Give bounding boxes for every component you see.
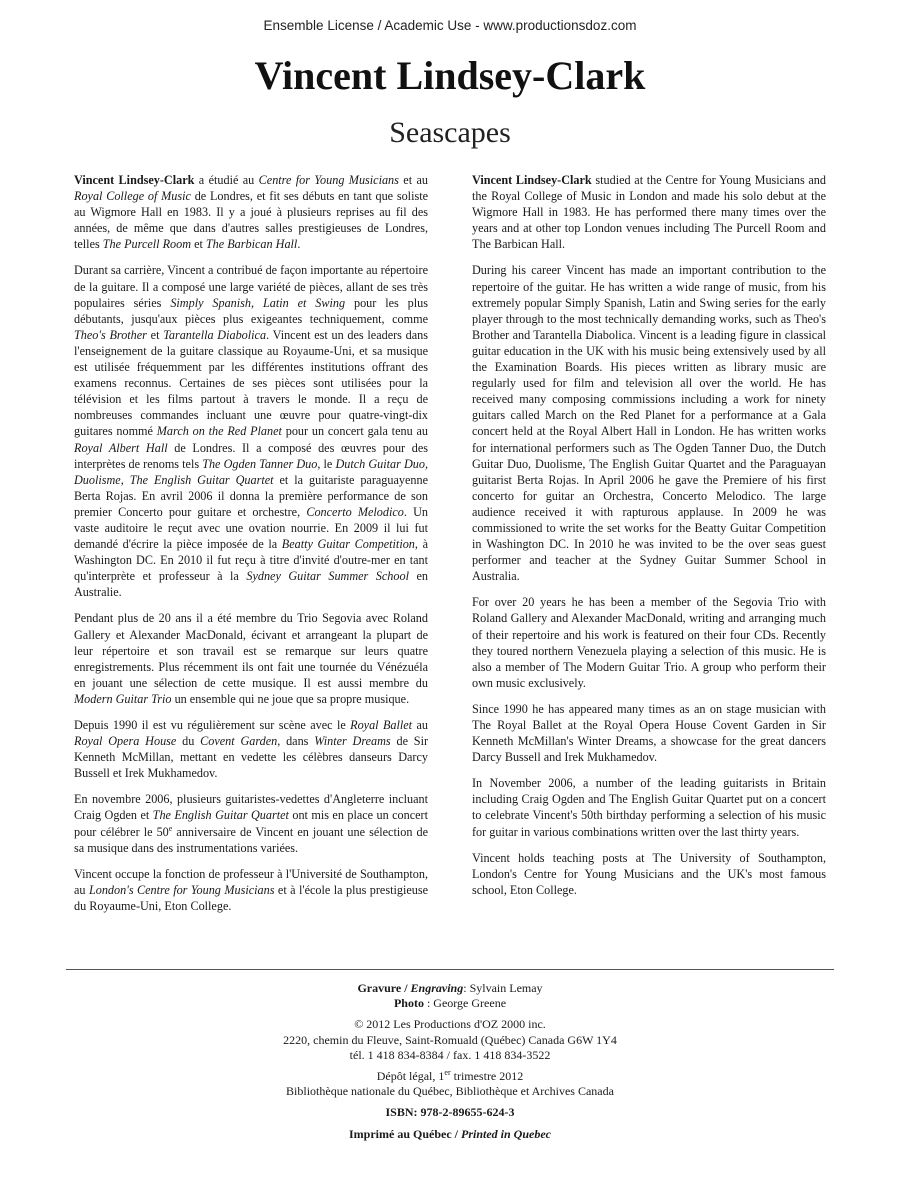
- fr-paragraph-6: Vincent occupe la fonction de professeur à l'Université de Southampton, au London's Centre for Young Musicians et à l'école la plus prestigieuse du Royaume-Uni, Eton College.: [74, 866, 428, 913]
- en-paragraph-1: Vincent Lindsey-Clark studied at the Centre for Young Musicians and the Royal College of Music in London and made his solo debut at the Wigmore Hall in 1983. He has performed there many times over the years and at other top London venues including The Purcell Room and The Barbican Hall.: [472, 173, 826, 252]
- photo-credit: Photo : George Greene: [393, 996, 507, 1011]
- publisher-phone: tél. 1 418 834-8384 / fax. 1 418 834-3522: [349, 1047, 551, 1062]
- biography-english-column: [472, 172, 826, 908]
- en-paragraph-4: Since 1990 he has appeared many times as an on stage musician with The Royal Ballet at the Royal Opera House Covent Garden in Sir Kenneth McMillan's Winter Dreams, a showcase for the great dancers Darcy Bussell and Irek Mukhamedov.: [472, 701, 826, 765]
- work-title: Seascapes: [389, 116, 511, 149]
- isbn: ISBN: 978-2-89655-624-3: [385, 1105, 515, 1120]
- en-paragraph-6: Vincent holds teaching posts at The University of Southampton, London's Centre for Young Musicians and the UK's most famous school, Eton College.: [472, 850, 826, 897]
- libraries-line: Bibliothèque nationale du Québec, Bibliothèque et Archives Canada: [286, 1084, 614, 1099]
- copyright-line: © 2012 Les Productions d'OZ 2000 inc.: [354, 1017, 546, 1032]
- legal-deposit: Dépôt légal, 1er trimestre 2012: [376, 1068, 524, 1084]
- engraving-credit: Gravure / Engraving: Sylvain Lemay: [357, 981, 543, 995]
- fr-paragraph-1: Vincent Lindsey-Clark a étudié au Centre for Young Musicians et au Royal College of Music de Londres, et fit ses débuts en tant que soliste au Wigmore Hall en 1983. Il y a joué à plusieurs reprises au fil des années, de même que dans d'autres salles prestigieuses de Londres, telles The Purcell Room et The Barbican Hall.: [74, 173, 428, 252]
- en-paragraph-5: In November 2006, a number of the leading guitarists in Britain including Craig Ogden and The English Guitar Quartet put on a concert to celebrate Vincent's 50th birthday performing a selection of his music for guitar in various combinations written over the last thirty years.: [472, 776, 826, 839]
- composer-name: Vincent Lindsey-Clark: [254, 53, 646, 98]
- fr-paragraph-5: En novembre 2006, plusieurs guitaristes-vedettes d'Angleterre incluant Craig Ogden et The English Guitar Quartet ont mis en place un concert pour célébrer le 50e anniversaire de Vincent en jouant une sélection de sa musique dans des instrumentations variées.: [74, 792, 428, 855]
- fr-paragraph-2: Durant sa carrière, Vincent a contribué de façon importante au répertoire de la guitare. Il a composé une large variété de pièces, allant de ses très populaires séries Simply Spanish, Latin et Swing pour les plus débutants, jusqu'aux pièces plus exigeantes techniquement, comme Theo's Brother et Tarantella Diabolica. Vincent est un des leaders dans l'enseignement de la guitare classique au Royaume-Uni, et sa musique est utilisée fréquemment par les différentes institutions offrant des examens reconnus. Certaines de ses pièces sont utilisées pour la télévision et les films partout à travers le monde. Il a reçu de nombreuses commandes incluant une œuvre pour quatre-vingt-dix guitares nommé March on the Red Planet pour un concert gala tenu au Royal Albert Hall de Londres. Il a composé des œuvres pour des interprètes de renoms tels The Ogden Tanner Duo, le Dutch Guitar Duo, Duolisme, The English Guitar Quartet et la guitariste paraguayenne Berta Rojas. En avril 2006 il donna la première performance de son premier Concerto pour guitare et orchestre, Concerto Melodico. Un vaste auditoire le reçut avec une ovation nourrie. En 2009 il lui fut demandé d'écrire la pièce imposée de la Beatty Guitar Competition, à Washington DC. En 2010 il fut reçu à titre d'invité d'outre-mer en tant qu'interprète et professeur à la Sydney Guitar Summer School en Australie.: [74, 263, 429, 600]
- biography-french-column: [74, 172, 428, 924]
- en-paragraph-3: For over 20 years he has been a member of the Segovia Trio with Roland Gallery and Alexander MacDonald, writing and arranging much of their repertoire and his work is featured on their four CDs. Recently they toured northern Venezuela playing a selection of this music. He is also a member of The Modern Guitar Trio. A group who perform their own music exclusively.: [472, 595, 826, 690]
- license-notice: Ensemble License / Academic Use - www.productionsdoz.com: [263, 18, 637, 33]
- fr-paragraph-4: Depuis 1990 il est vu régulièrement sur scène avec le Royal Ballet au Royal Opera House du Covent Garden, dans Winter Dreams de Sir Kenneth McMillan, mettant en vedette les célèbres danseurs Darcy Bussell et Irek Mukhamedov.: [74, 718, 429, 781]
- publisher-address: 2220, chemin du Fleuve, Saint-Romuald (Québec) Canada G6W 1Y4: [283, 1032, 617, 1047]
- section-divider: [66, 969, 834, 970]
- fr-paragraph-3: Pendant plus de 20 ans il a été membre du Trio Segovia avec Roland Gallery et Alexander MacDonald, écivant et arrangeant la plupart de leur répertoire et son travail est se remarque sur leurs quatre enregistrements. Plus récemment ils ont fait une tournée du Vénézuéla en jouant une sélection de cette musique. Il est aussi membre du Modern Guitar Trio un ensemble qui ne joue que sa propre musique.: [74, 611, 428, 706]
- publication-credits: [0, 981, 900, 1142]
- printed-in: Imprimé au Québec / Printed in Quebec: [349, 1126, 551, 1141]
- en-paragraph-2: During his career Vincent has made an important contribution to the repertoire of the guitar. He has written a wide range of music, from his extremely popular Simply Spanish, Latin and Swing series for the early player through to the most technically demanding works, such as Theo's Brother and Tarantella Diabolica. Vincent is a leading figure in classical guitar education in the UK with his music being extensively used by all the Examination Boards. His pieces written as library music are regularly used for film and television all over the world. He has received many composing commissions including a work for ninety guitars called March on the Red Planet for a performance at a Gala concert held at the Royal Albert Hall in London. He has written works for international performers such as The Ogden Tanner Duo, the Dutch Guitar Duo, Duolisme, The English Guitar Quartet and the Paraguayan guitarist Berta Rojas. In April 2006 he gave the Premiere of his first concerto for guitar an Orchestra, Concerto Melodico. The large audience received it with rapturous applause. In 2009 he was commissioned to write the set works for the Beatty Guitar Competition in Washington DC. In 2010 he was invited to be the over seas guest performer and teacher at the Sydney Guitar Summer School in Australia.: [472, 263, 826, 584]
